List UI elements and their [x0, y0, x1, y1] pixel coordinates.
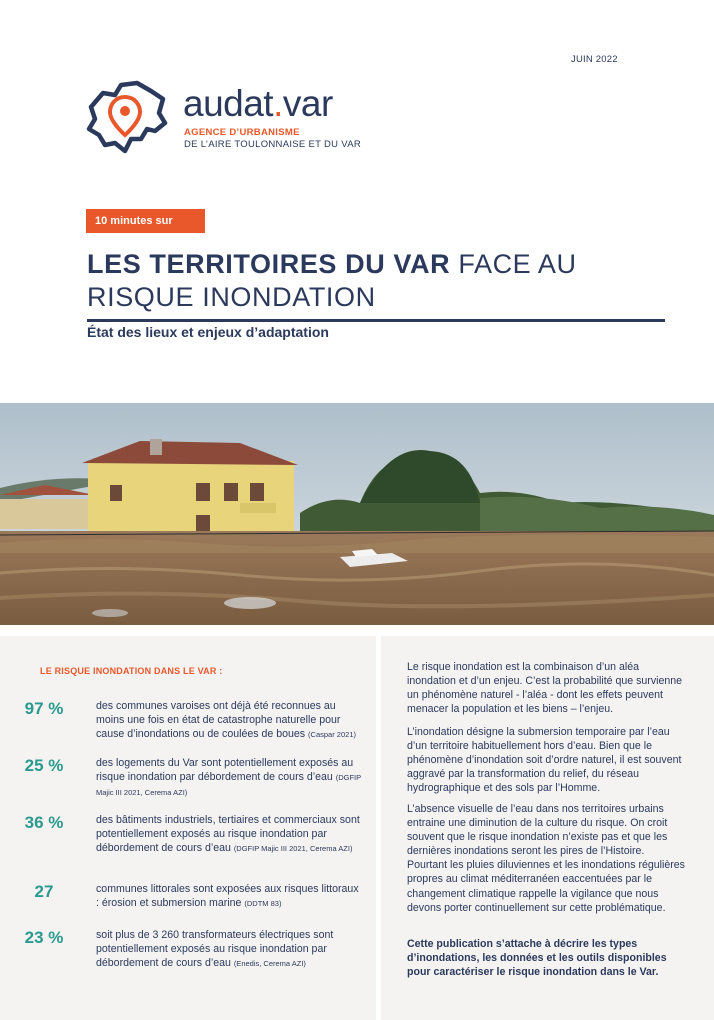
logo-tagline-1: AGENCE D’URBANISME: [184, 127, 300, 138]
stat-text: des logements du Var sont potentiellement exposés au risque inondation par débordement de cours d’eau (DGFIP Majic III 2021, Cerema AZI): [96, 757, 361, 797]
flooded-house-photo: [0, 403, 714, 625]
stat-value: 25 %: [24, 756, 64, 775]
series-badge: 10 minutes sur: [86, 209, 205, 233]
title-bold: LES TERRITOIRES DU VAR: [87, 249, 451, 279]
title-regular-1: FACE AU: [450, 249, 577, 279]
key-figures-title: LE RISQUE INONDATION DANS LE VAR :: [40, 666, 223, 676]
page-title: [87, 248, 687, 314]
stat-text: des bâtiments industriels, tertiaires et commerciaux sont potentiellement exposés au risque inondation par débordement de cours d’eau (DGFIP Majic III 2021, Cerema AZI): [96, 814, 360, 854]
intro-paragraph-1: Le risque inondation est la combinaison d’un aléa inondation et d’un enjeu. C’est la probabilité que survienne un phénomène naturel - l’aléa - dont les effets peuvent menacer la population et les biens – l’enjeu.: [407, 661, 683, 716]
title-divider: [87, 319, 665, 322]
logo-tagline-2: DE L’AIRE TOULONNAISE ET DU VAR: [184, 139, 362, 150]
stat-value: 97 %: [24, 699, 64, 718]
publication-date: JUIN 2022: [571, 54, 618, 65]
stat-text: des communes varoises ont déjà été reconnues au moins une fois en état de catastrophe naturelle pour cause d’inondations ou de coulées de boues (Caspar 2021): [96, 700, 356, 740]
title-regular-2: RISQUE INONDATION: [87, 282, 376, 312]
stat-value: 23 %: [24, 928, 64, 947]
intro-paragraph-3: L’absence visuelle de l’eau dans nos territoires urbains entraine une diminution de la culture du risque. On croit souvent que le risque inondation n’existe pas et que les dernières inondations seront les pires de l’Histoire. Pourtant les pluies diluviennes et les inondations régulières propres au climat méditerranéen eaccentuées par le changement climatique rappelle la vigilance que nous devons porter continuellement sur cette problématique.: [407, 803, 685, 914]
stat-value: 27: [34, 882, 54, 901]
stat-value: 36 %: [24, 813, 64, 832]
var-map-pin-logo-icon: [85, 79, 169, 159]
logo-wordmark: audat.var: [183, 83, 333, 124]
page-subtitle: État des lieux et enjeux d’adaptation: [87, 324, 329, 340]
stat-text: soit plus de 3 260 transformateurs électriques sont potentiellement exposés au risque inondation par débordement de cours d’eau (Enedis, Cerema AZI): [96, 929, 334, 969]
intro-paragraph-2: L’inondation désigne la submersion temporaire par l’eau d’un territoire habituellement hors d’eau. Bien que le phénomène d’inondation soit d’ordre naturel, il est souvent aggravé par la transformation du relief, du réseau hydrographique et des sols par l’Homme.: [407, 726, 682, 795]
intro-paragraph-4: Cette publication s’attache à décrire les types d’inondations, les données et les outils disponibles pour caractériser le risque inondation dans le Var.: [407, 938, 667, 979]
stat-text: communes littorales sont exposées aux risques littoraux : érosion et submersion marine (DDTM 83): [96, 883, 359, 909]
